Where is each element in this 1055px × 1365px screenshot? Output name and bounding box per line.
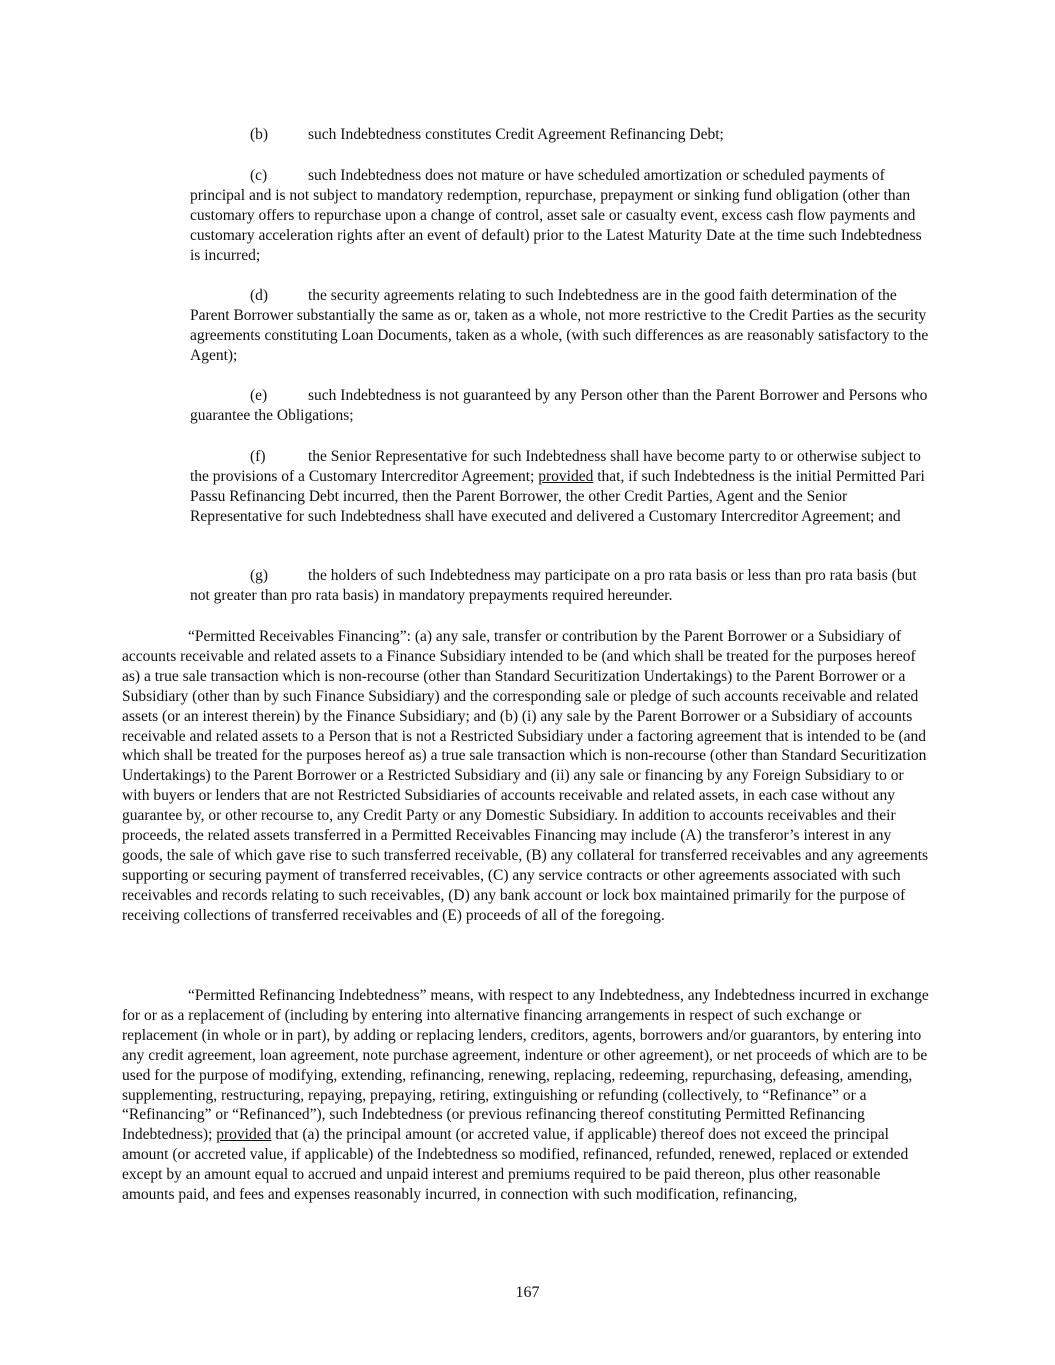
clause-label: (f) — [250, 448, 266, 465]
definition-text: “Permitted Refinancing Indebtedness” means, with respect to any Indebtedness, any Indebtedness incurred in exchange for or as a replacement of (including by entering into alternative financing arrangements in respect of such exchange or replacement (in whole or in part), by adding or replacing lenders, creditors, agents, borrowers and/or guarantors, by entering into any credit agreement, loan agreement, note purchase agreement, indenture or other agreement), or net proceeds of which are to be used for the purpose of modifying, extending, refinancing, renewing, replacing, redeeming, repurchasing, defeasing, amending, supplementing, restructuring, repaying, prepaying, retiring, extinguishing or refunding (collectively, to “Refinance” or a “Refinancing” or “Refinanced”), such Indebtedness (or previous refinancing thereof constituting Permitted Refinancing Indebtedness); — [122, 987, 929, 1144]
clause-text: the Senior Representative for such Indebtedness shall have become party to or otherwise subject to the provisions of a Customary Intercreditor Agreement; — [190, 448, 921, 485]
clause-f — [190, 447, 930, 527]
definition-text: that (a) the principal amount (or accreted value, if applicable) thereof does not exceed the principal amount (or accreted value, if applicable) of the Indebtedness so modified, refinanced, refunded, renewed, replaced or extended except by an amount equal to accrued and unpaid interest and premiums required to be paid thereon, plus other reasonable amounts paid, and fees and expenses reasonably incurred, in connection with such modification, refinancing, — [122, 1126, 909, 1204]
clause-text: the holders of such Indebtedness may participate on a pro rata basis or less than pro rata basis (but not greater than pro rata basis) in mandatory prepayments required hereunder. — [190, 567, 917, 604]
clause-text: such Indebtedness is not guaranteed by any Person other than the Parent Borrower and Persons who guarantee the Obligations; — [190, 387, 928, 424]
provided-term: provided — [216, 1126, 272, 1144]
provided-term: provided — [538, 467, 594, 485]
definition-text: “Permitted Receivables Financing”: (a) any sale, transfer or contribution by the Parent Borrower or a Subsidiary of accounts receivable and related assets to a Finance Subsidiary intended to be (and which shall be treated for the purposes hereof as) a true sale transaction which is non-recourse (other than Standard Securitization Undertakings) to the Parent Borrower or a Subsidiary (other than by such Finance Subsidiary) and the corresponding sale or pledge of such accounts receivable and related assets (or an interest therein) by the Finance Subsidiary; and (b) (i) any sale by the Parent Borrower or a Subsidiary of accounts receivable and related assets to a Person that is not a Restricted Subsidiary under a factoring agreement that is intended to be (and which shall be treated for the purposes hereof as) a true sale transaction which is non-recourse (other than Standard Securitization Undertakings) to the Parent Borrower or a Restricted Subsidiary and (ii) any sale or financing by any Foreign Subsidiary to or with buyers or lenders that are not Restricted Subsidiaries of accounts receivable and related assets, in each case without any guarantee by, or other recourse to, any Credit Party or any Domestic Subsidiary. In addition to accounts receivables and their proceeds, the related assets transferred in a Permitted Receivables Financing may include (A) the transferor’s interest in any goods, the sale of which gave rise to such transferred receivable, (B) any collateral for transferred receivables and any agreements supporting or securing payment of transferred receivables, (C) any service contracts or other agreements associated with such receivables and records relating to such receivables, (D) any bank account or lock box maintained primarily for the purpose of receiving collections of transferred receivables and (E) proceeds of all of the foregoing. — [122, 628, 929, 924]
clause-c — [190, 166, 930, 266]
page-number: 167 — [515, 1284, 540, 1301]
clause-e — [190, 386, 930, 426]
clause-label: (g) — [250, 567, 269, 584]
clause-label: (d) — [250, 287, 269, 304]
clause-text: such Indebtedness constitutes Credit Agreement Refinancing Debt; — [308, 126, 724, 143]
clause-g — [190, 566, 930, 606]
definition-permitted-receivables-financing — [122, 627, 930, 926]
definition-permitted-refinancing-indebtedness — [122, 986, 930, 1205]
clause-label: (e) — [250, 387, 268, 404]
clause-label: (b) — [250, 126, 269, 143]
clause-text: that, if such Indebtedness is the initial Permitted Pari Passu Refinancing Debt incurred, then the Parent Borrower, the other Credit Parties, Agent and the Senior Representative for such Indebtedness shall have executed and delivered a Customary Intercreditor Agreement; and — [190, 467, 925, 525]
clause-text: such Indebtedness does not mature or have scheduled amortization or scheduled payments of principal and is not subject to mandatory redemption, repurchase, prepayment or sinking fund obligation (other than customary offers to repurchase upon a change of control, asset sale or casualty event, excess cash flow payments and customary acceleration rights after an event of default) prior to the Latest Maturity Date at the time such Indebtedness is incurred; — [190, 167, 922, 264]
clause-b — [190, 125, 930, 145]
clause-text: the security agreements relating to such Indebtedness are in the good faith determination of the Parent Borrower substantially the same as or, taken as a whole, not more restrictive to the Credit Parties as the security agreements constituting Loan Documents, taken as a whole, (with such differences as are reasonably satisfactory to the Agent); — [190, 287, 929, 364]
clause-label: (c) — [250, 167, 268, 184]
clause-d — [190, 286, 930, 366]
